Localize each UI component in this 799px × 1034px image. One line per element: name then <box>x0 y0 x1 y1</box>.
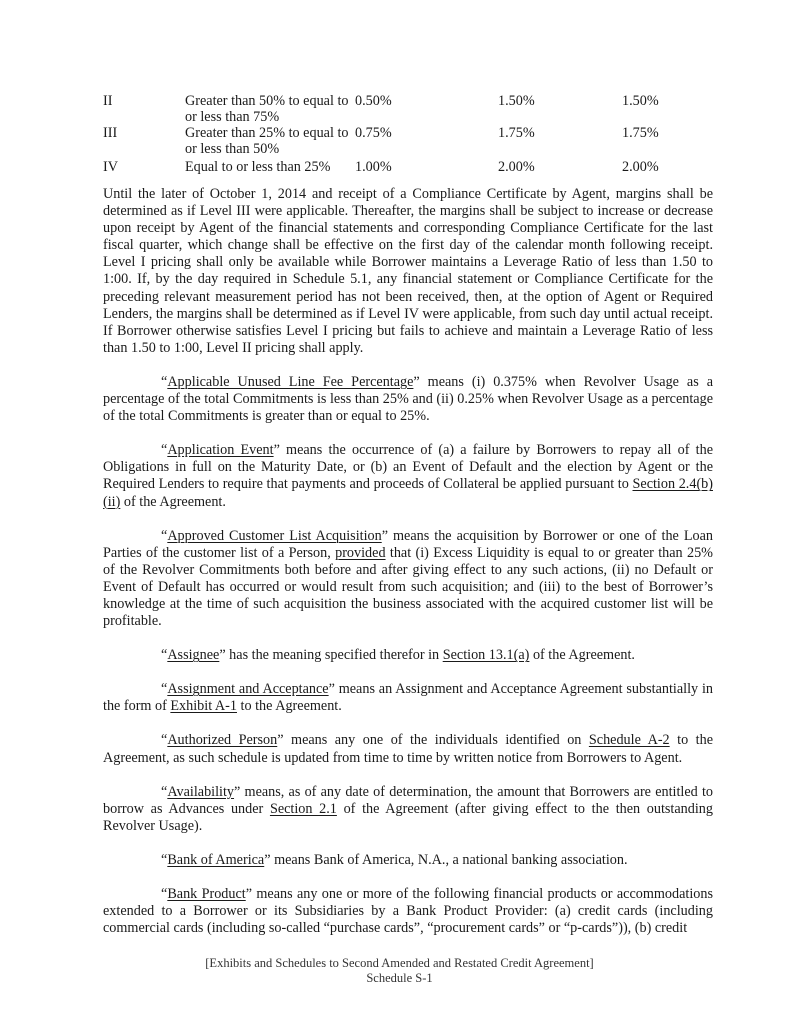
rate-cell: 2.00% <box>498 159 535 175</box>
margins-paragraph: Until the later of October 1, 2014 and receipt of a Compliance Certificate by Agent, margins shall be determined as if Level III were applicable. Thereafter, the margins shall be subject to increase or decrease upon receipt by Agent of the financial statements and corresponding Compliance Certificate for the last fiscal quarter, which change shall be effective on the first day of the calendar month following receipt. Level I pricing shall only be available while Borrower maintains a Leverage Ratio of less than 1.50 to 1:00. If, by the day required in Schedule 5.1, any financial statement or Compliance Certificate for the preceding relevant measurement period has not been received, then, at the option of Agent or Required Lenders, the margins shall be determined as if Level IV were applicable, from such day until actual receipt. If Borrower otherwise satisfies Level I pricing but fails to achieve and maintain a Leverage Ratio of less than 1.50 to 1:00, Level II pricing shall apply. <box>103 186 713 356</box>
section-reference: Section 13.1(a) <box>442 647 530 664</box>
page-footer <box>0 956 799 986</box>
defined-term: Authorized Person <box>167 732 278 749</box>
level-cell: II <box>103 93 113 109</box>
condition-cell: Greater than 25% to equal to or less than 50% <box>185 125 349 157</box>
defined-term: Bank of America <box>167 851 265 868</box>
section-reference: Section 2.1 <box>269 800 337 817</box>
condition-cell: Greater than 50% to equal to or less than 75% <box>185 93 349 125</box>
rate-cell: 1.75% <box>498 125 535 141</box>
condition-cell: Equal to or less than 25% <box>185 159 331 175</box>
provided-term: provided <box>335 544 386 561</box>
defined-term: Applicable Unused Line Fee Percentage <box>167 373 414 390</box>
rate-cell: 1.50% <box>498 93 535 109</box>
definition-bank-product: “Bank Product” means any one or more of the following financial products or accommodations extended to a Borrower or its Subsidiaries by a Bank Product Provider: (a) credit cards (including commercial cards (including so-called “purchase cards”, “procurement cards” or “p-cards”)), (b) credit <box>103 886 713 937</box>
level-cell: III <box>103 125 118 141</box>
exhibit-reference: Exhibit A-1 <box>170 698 237 715</box>
definition-availability: “Availability” means, as of any date of determination, the amount that Borrowers are entitled to borrow as Advances under Section 2.1 of the Agreement (after giving effect to the then outstanding Revolver Usage). <box>103 783 713 834</box>
defined-term: Assignee <box>167 647 220 664</box>
definition-unused-line-fee: “Applicable Unused Line Fee Percentage” means (i) 0.375% when Revolver Usage as a percentage of the total Commitments is less than 25% and (ii) 0.25% when Revolver Usage as a percentage of the total Commitments is greater than or equal to 25%. <box>103 373 713 425</box>
definition-assignment-acceptance: “Assignment and Acceptance” means an Assignment and Acceptance Agreement substantially in the form of Exhibit A-1 to the Agreement. <box>103 681 713 715</box>
defined-term: Approved Customer List Acquisition <box>167 527 382 544</box>
rate-cell: 0.50% <box>355 93 392 109</box>
level-cell: IV <box>103 159 118 175</box>
footer-title: [Exhibits and Schedules to Second Amended and Restated Credit Agreement] <box>205 956 594 970</box>
rate-cell: 2.00% <box>622 159 659 175</box>
definition-authorized-person: “Authorized Person” means any one of the individuals identified on Schedule A-2 to the Agreement, as such schedule is updated from time to time by written notice from Borrowers to Agent. <box>103 732 713 766</box>
defined-term: Assignment and Acceptance <box>167 681 329 698</box>
schedule-reference: Schedule A-2 <box>588 732 670 749</box>
section-reference: Section 2.4(b)(ii) <box>103 476 713 510</box>
pricing-table <box>103 88 713 184</box>
rate-cell: 0.75% <box>355 125 392 141</box>
defined-term: Availability <box>167 783 235 800</box>
defined-term: Bank Product <box>167 886 246 902</box>
footer-page-number: Schedule S-1 <box>366 971 433 985</box>
document-page <box>103 88 713 954</box>
definition-bank-of-america: “Bank of America” means Bank of America, N.A., a national banking association. <box>161 851 628 868</box>
rate-cell: 1.75% <box>622 125 659 141</box>
definition-approved-customer-list: “Approved Customer List Acquisition” means the acquisition by Borrower or one of the Loan Parties of the customer list of a Person, provided that (i) Excess Liquidity is equal to or greater than 25% of the Revolver Commitments both before and after giving effect to any such actions, (ii) no Default or Event of Default has occurred or would result from such acquisition; and (iii) to the best of Borrower’s knowledge at the time of such acquisition the business associated with the acquired customer list will be profitable. <box>103 527 713 630</box>
rate-cell: 1.00% <box>355 159 392 175</box>
definition-assignee: “Assignee” has the meaning specified therefor in Section 13.1(a) of the Agreement. <box>161 647 635 664</box>
definition-application-event: “Application Event” means the occurrence of (a) a failure by Borrowers to repay all of the Obligations in full on the Maturity Date, or (b) an Event of Default and the election by Agent or the Required Lenders to require that payments and proceeds of Collateral be applied pursuant to Section 2.4(b)(ii) of the Agreement. <box>103 442 714 510</box>
rate-cell: 1.50% <box>622 93 659 109</box>
defined-term: Application Event <box>167 442 274 459</box>
